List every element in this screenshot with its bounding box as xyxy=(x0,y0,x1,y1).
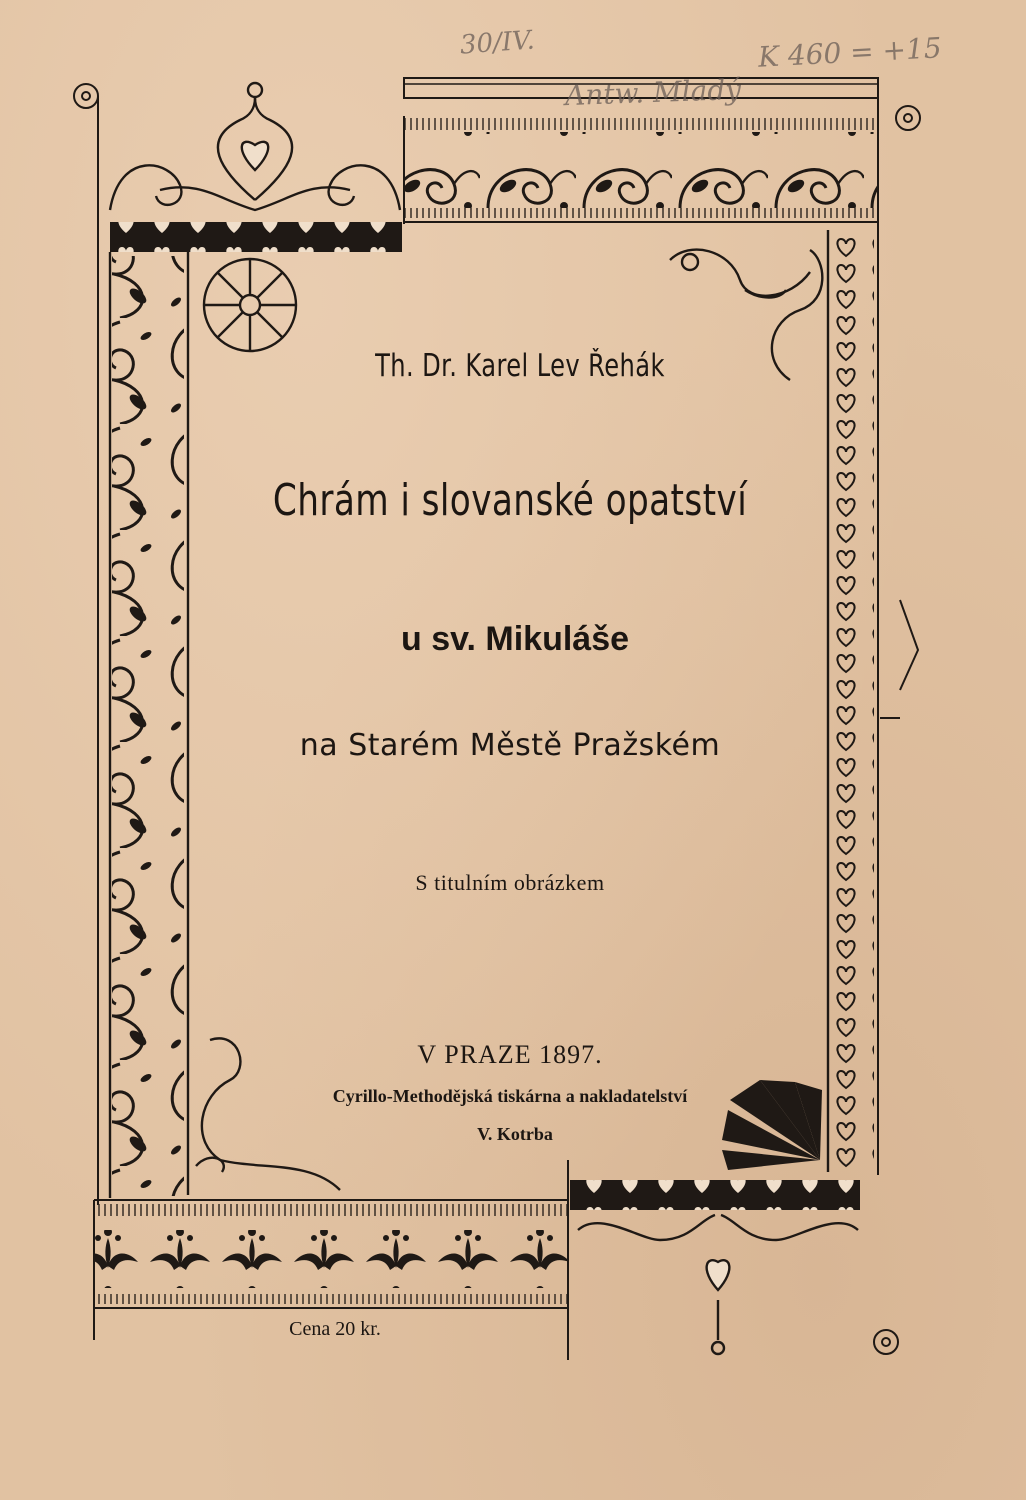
price-label: Cena 20 kr. xyxy=(289,1318,381,1340)
place-and-year: V PRAZE 1897. xyxy=(417,1040,603,1069)
heart-band-bottom-right xyxy=(570,1180,860,1210)
bottom-left-flourish xyxy=(196,1038,340,1190)
top-left-flourish xyxy=(110,83,400,210)
rosette-ornament xyxy=(204,259,296,351)
book-title: Chrám i slovanské opatství xyxy=(272,475,748,526)
publisher-line-2: V. Kotrba xyxy=(477,1124,553,1144)
right-margin-mark xyxy=(880,600,918,718)
subtitle-line-1: u sv. Mikuláše xyxy=(400,620,630,658)
top-right-flourish xyxy=(670,250,822,380)
top-left-corner-spiral xyxy=(74,84,920,1354)
author-name: Th. Dr. Karel Lev Řehák xyxy=(375,348,665,384)
bottom-right-flourish xyxy=(578,1215,858,1354)
handwritten-note-middle: Antw. Mladý xyxy=(564,72,742,113)
handwritten-note-left: 30/IV. xyxy=(459,25,536,61)
heart-band-top-left xyxy=(110,222,402,252)
publisher-line-1: Cyrillo-Methodějská tiskárna a nakladatelství xyxy=(332,1086,688,1106)
handwritten-note-right: K 460 = +15 xyxy=(757,31,943,74)
right-heart-column xyxy=(828,230,874,1174)
left-scroll-column xyxy=(110,252,188,1198)
subtitle-line-2: na Starém Městě Pražském xyxy=(299,728,721,763)
illustration-note: S titulním obrázkem xyxy=(415,870,605,895)
